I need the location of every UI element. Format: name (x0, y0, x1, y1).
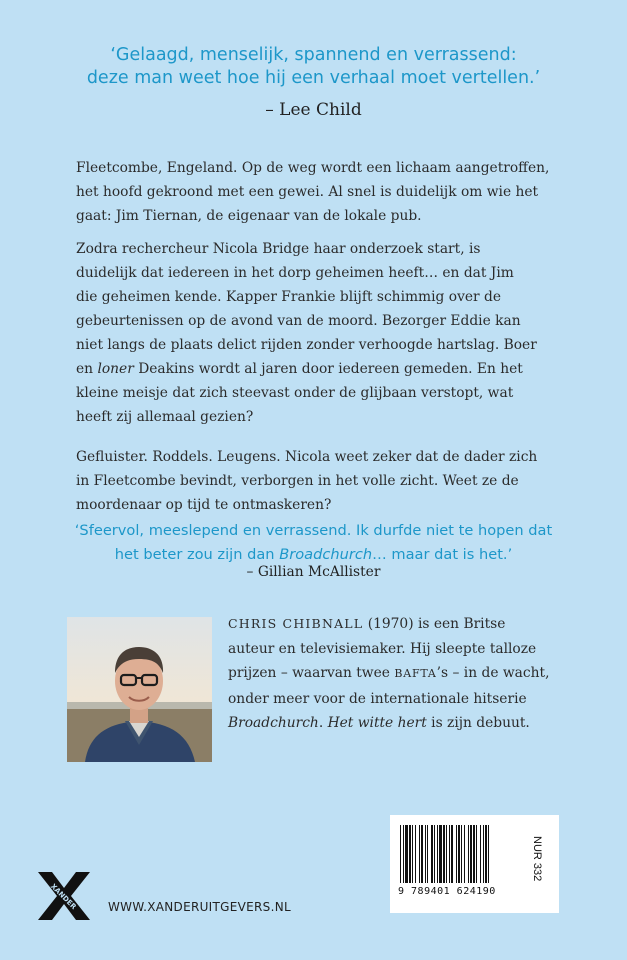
text-line (228, 612, 568, 637)
author-name: CHRIS CHIBNALL (228, 616, 364, 631)
barcode-bar (461, 825, 462, 883)
isbn-number: 9 789401 624190 (398, 886, 496, 897)
italic-title: Broadchurch (279, 546, 373, 563)
text-line: gebeurtenissen op de avond van de moord. Bezorger Eddie kan (76, 313, 521, 329)
text-line: onder meer voor de internationale hitserie (228, 690, 527, 707)
barcode-bar (427, 825, 428, 883)
barcode-bar (464, 825, 465, 883)
text-line (228, 711, 568, 736)
text-segment: ’s – in de wacht, (436, 665, 550, 681)
publisher-website: WWW.XANDERUITGEVERS.NL (108, 900, 291, 914)
text-line: in Fleetcombe bevindt, verborgen in het volle zicht. Weet ze de (76, 473, 519, 489)
italic-word: loner (97, 361, 134, 377)
text-line: Gefluister. Roddels. Leugens. Nicola weet zeker dat de dader zich (76, 449, 538, 465)
text-line: het hoofd gekroond met een gewei. Al snel is duidelijk om wie het (76, 184, 539, 200)
text-line: heeft zij allemaal gezien? (76, 409, 254, 425)
text-line: duidelijk dat iedereen in het dorp geheimen heeft… en dat Jim (76, 265, 514, 281)
barcode-bar (446, 825, 447, 883)
barcode-bar (412, 825, 413, 883)
text-segment: het beter zou zijn dan (114, 546, 280, 563)
barcode-bar (439, 825, 442, 883)
barcode-bar (443, 825, 445, 883)
barcode-bar (449, 825, 450, 883)
top-quote-line-1: ‘Gelaagd, menselijk, spannend en verrassend: (110, 45, 517, 65)
barcode-bar (458, 825, 460, 883)
barcode-bar (434, 825, 435, 883)
italic-title: Broadchurch (228, 715, 319, 731)
publisher-logo (34, 866, 94, 926)
text-line: gaat: Jim Tiernan, de eigenaar van de lokale pub. (76, 208, 422, 224)
barcode-bar (470, 825, 472, 883)
barcode-bar (480, 825, 481, 883)
barcode-bar (488, 825, 489, 883)
author-bio (228, 612, 568, 736)
blurb-paragraph-1 (76, 156, 556, 228)
barcode-bar (473, 825, 475, 883)
top-quote-line-2: deze man weet hoe hij een verhaal moet vertellen.’ (86, 68, 541, 88)
text-line: niet langs de plaats delict rijden zonder verhoogde hartslag. Boer (76, 337, 537, 353)
barcode-bar (405, 825, 408, 883)
top-quote-attribution: – Lee Child (265, 100, 362, 120)
second-quote (30, 519, 597, 567)
barcode-bar (437, 825, 438, 883)
text-line (76, 357, 556, 381)
text-line: moordenaar op tijd te ontmaskeren? (76, 497, 332, 513)
text-segment: en (76, 361, 98, 377)
text-segment: (1970) is een Britse (363, 616, 506, 632)
publisher-logo-text: XANDER (48, 882, 78, 912)
award-name: BAFTA (394, 667, 437, 680)
barcode-bar (400, 825, 401, 883)
text-segment: . (318, 715, 328, 731)
barcode-bar (485, 825, 487, 883)
second-quote-attribution: – Gillian McAllister (246, 564, 381, 580)
text-line (228, 661, 568, 687)
text-line: die geheimen kende. Kapper Frankie blijft schimmig over de (76, 289, 502, 305)
barcode-bar (451, 825, 453, 883)
barcode-bar (403, 825, 404, 883)
italic-title: Het witte hert (327, 715, 427, 731)
barcode-bar (415, 825, 416, 883)
barcode-bar (468, 825, 469, 883)
barcode-bar (425, 825, 426, 883)
barcode-bar (476, 825, 477, 883)
text-line: auteur en televisiemaker. Hij sleepte talloze (228, 640, 537, 657)
second-quote-line-1: ‘Sfeervol, meeslepend en verrassend. Ik durfde niet te hopen dat (74, 522, 553, 539)
barcode-bar (456, 825, 457, 883)
text-segment: … maar dat is het.’ (372, 546, 513, 563)
barcode-bar (421, 825, 423, 883)
text-segment: Deakins wordt al jaren door iedereen gemeden. En het (133, 361, 523, 377)
blurb-paragraph-2 (76, 237, 556, 429)
text-line: Zodra rechercheur Nicola Bridge haar onderzoek start, is (76, 241, 481, 257)
barcode-bar (431, 825, 433, 883)
barcode-bar (483, 825, 484, 883)
text-segment: is zijn debuut. (426, 715, 530, 731)
top-quote (30, 44, 597, 90)
barcode-bar (419, 825, 420, 883)
text-segment: prijzen – waarvan twee (228, 665, 395, 681)
blurb-paragraph-3 (76, 445, 556, 517)
author-photo (67, 617, 212, 762)
nur-code: NUR 332 (531, 836, 543, 882)
text-line: Fleetcombe, Engeland. Op de weg wordt een lichaam aangetroffen, (76, 160, 550, 176)
text-line: kleine meisje dat zich steevast onder de glijbaan verstopt, wat (76, 385, 514, 401)
barcode-bar (409, 825, 411, 883)
